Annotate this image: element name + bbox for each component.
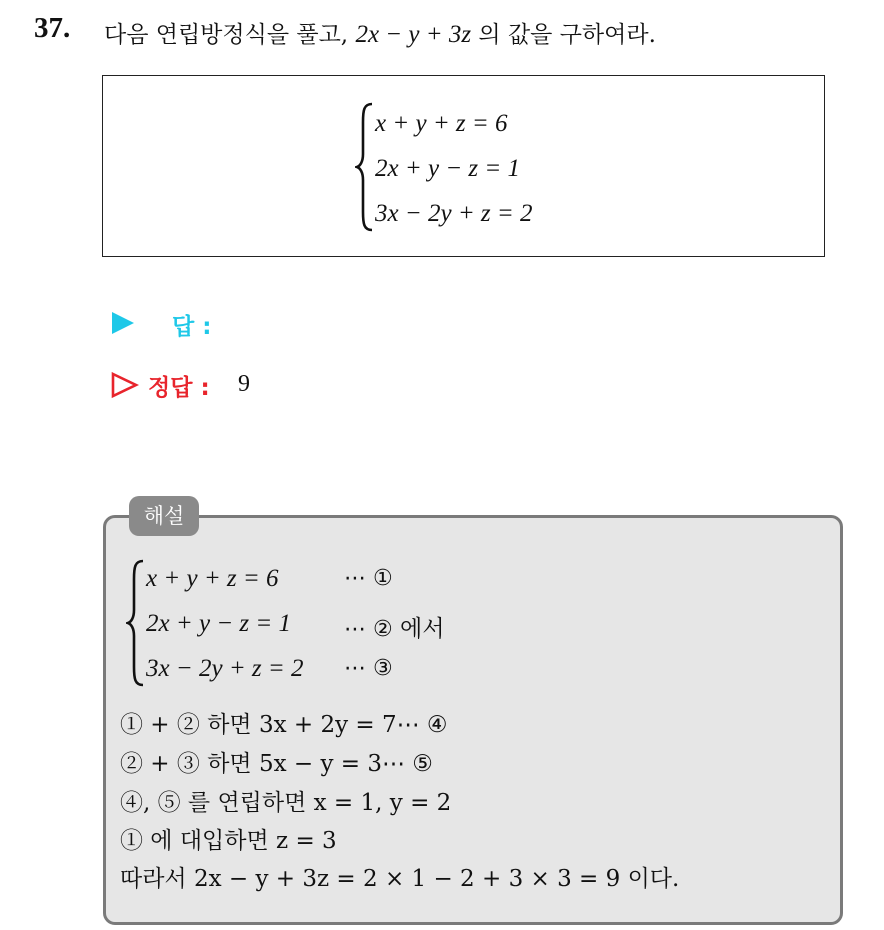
explanation-system-row-2 bbox=[146, 610, 291, 638]
explanation-mark-row-2 bbox=[344, 610, 444, 643]
correct-answer-label: 정답 : bbox=[148, 375, 210, 401]
correct-answer-value: 9 bbox=[238, 371, 250, 397]
answer-label: 답 : bbox=[172, 314, 212, 340]
explanation-system-row-3 bbox=[146, 655, 304, 683]
explanation-eq: 2x + y − z = 1 bbox=[146, 610, 292, 637]
equation-mark: ⋯ ③ bbox=[344, 656, 393, 681]
explanation-step-5: 따라서 2x − y + 3z = 2 × 1 − 2 + 3 × 3 = 9 이다. bbox=[120, 866, 680, 892]
system-equation-3: 3x − 2y + z = 2 bbox=[375, 200, 533, 227]
explanation-step-1: ① + ② 하면 3x + 2y = 7⋯ ④ bbox=[120, 712, 448, 738]
system-equation-1: x + y + z = 6 bbox=[375, 110, 508, 137]
prompt-prefix: 다음 연립방정식을 풀고, bbox=[104, 22, 349, 48]
answer-input[interactable] bbox=[248, 310, 448, 336]
explanation-eq: x + y + z = 6 bbox=[146, 565, 279, 592]
explanation-step-2: ② + ③ 하면 5x − y = 3⋯ ⑤ bbox=[120, 751, 433, 777]
equation-system-box bbox=[102, 75, 825, 257]
explanation-eq: 3x − 2y + z = 2 bbox=[146, 655, 304, 682]
explanation-tab: 해설 bbox=[129, 496, 199, 536]
correct-outline-play-icon bbox=[110, 371, 140, 399]
explanation-mark-row-1 bbox=[344, 565, 393, 591]
equation-mark: ⋯ ② bbox=[344, 617, 393, 642]
left-brace bbox=[355, 102, 375, 232]
question-number: 37. bbox=[34, 12, 71, 44]
explanation-left-brace bbox=[126, 559, 146, 687]
explanation-system-row-1 bbox=[146, 565, 279, 593]
prompt-expression: 2x − y + 3z bbox=[355, 21, 472, 48]
question-prompt bbox=[104, 16, 656, 49]
answer-play-icon bbox=[110, 310, 136, 336]
explanation-step-4: ① 에 대입하면 z = 3 bbox=[120, 828, 337, 854]
system-equation-2: 2x + y − z = 1 bbox=[375, 155, 521, 182]
explanation-mark-row-3 bbox=[344, 655, 393, 681]
equation-suffix: 에서 bbox=[400, 616, 445, 642]
explanation-step-3: ④, ⑤ 를 연립하면 x = 1, y = 2 bbox=[120, 790, 452, 816]
prompt-suffix: 의 값을 구하여라. bbox=[478, 22, 656, 48]
equation-mark: ⋯ ① bbox=[344, 566, 393, 591]
